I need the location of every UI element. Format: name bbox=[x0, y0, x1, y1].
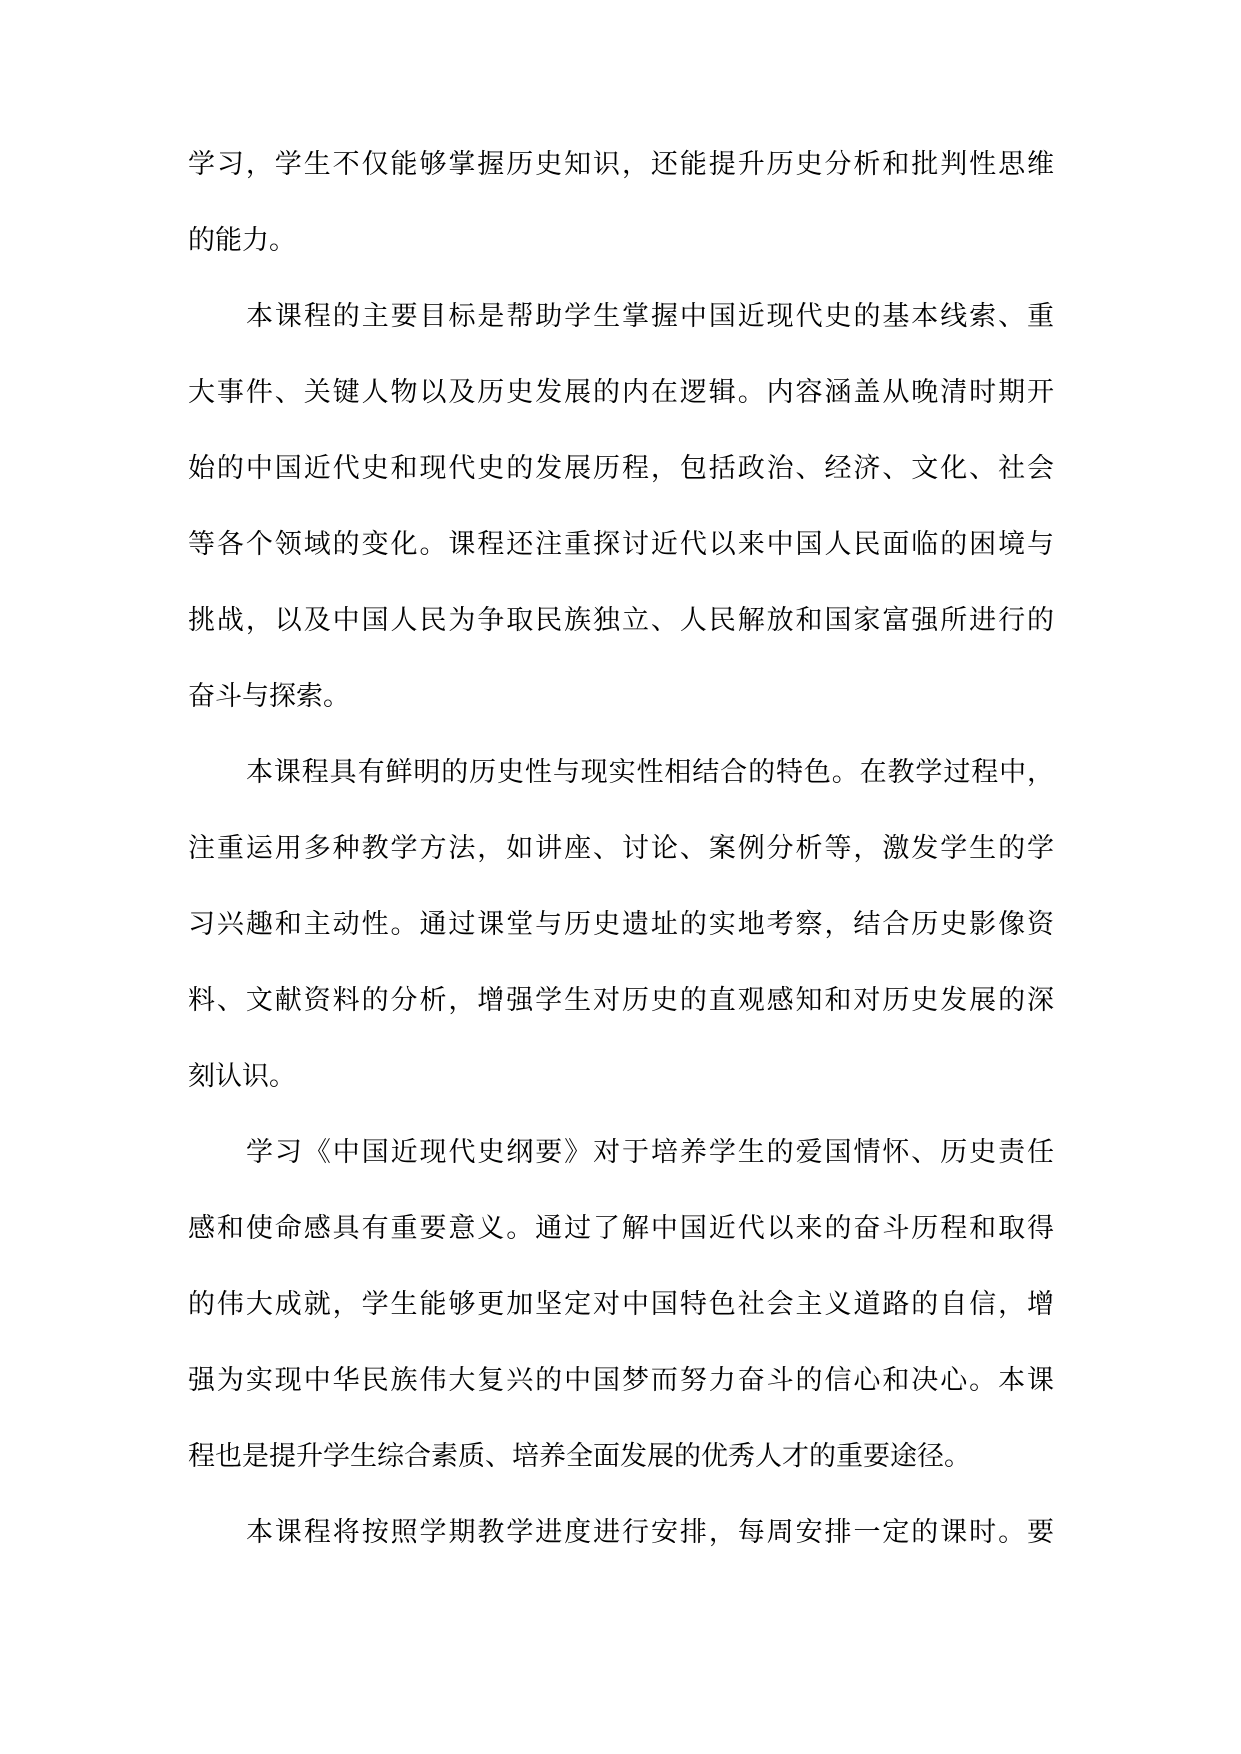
text-line: 等各个领域的变化。课程还注重探讨近代以来中国人民面临的困境与 bbox=[188, 529, 1054, 560]
text-line: 的伟大成就，学生能够更加坚定对中国特色社会主义道路的自信，增 bbox=[188, 1289, 1054, 1320]
text-line: 的能力。 bbox=[188, 225, 296, 256]
text-line: 本课程的主要目标是帮助学生掌握中国近现代史的基本线索、重 bbox=[246, 301, 1054, 332]
text-line: 始的中国近代史和现代史的发展历程，包括政治、经济、文化、社会 bbox=[188, 453, 1054, 484]
text-line: 学习《中国近现代史纲要》对于培养学生的爱国情怀、历史责任 bbox=[246, 1137, 1054, 1168]
text-line: 习兴趣和主动性。通过课堂与历史遗址的实地考察，结合历史影像资 bbox=[188, 909, 1054, 940]
text-line: 本课程具有鲜明的历史性与现实性相结合的特色。在教学过程中， bbox=[246, 757, 1054, 788]
text-line: 强为实现中华民族伟大复兴的中国梦而努力奋斗的信心和决心。本课 bbox=[188, 1365, 1054, 1396]
text-line: 料、文献资料的分析，增强学生对历史的直观感知和对历史发展的深 bbox=[188, 985, 1054, 1016]
text-line: 本课程将按照学期教学进度进行安排，每周安排一定的课时。要 bbox=[246, 1517, 1054, 1548]
text-line: 挑战，以及中国人民为争取民族独立、人民解放和国家富强所进行的 bbox=[188, 605, 1054, 636]
text-line: 奋斗与探索。 bbox=[188, 681, 350, 712]
text-line: 大事件、关键人物以及历史发展的内在逻辑。内容涵盖从晚清时期开 bbox=[188, 377, 1054, 408]
text-line: 注重运用多种教学方法，如讲座、讨论、案例分析等，激发学生的学 bbox=[188, 833, 1054, 864]
text-line: 刻认识。 bbox=[188, 1061, 296, 1092]
text-line: 程也是提升学生综合素质、培养全面发展的优秀人才的重要途径。 bbox=[188, 1441, 971, 1472]
text-line: 感和使命感具有重要意义。通过了解中国近代以来的奋斗历程和取得 bbox=[188, 1213, 1054, 1244]
text-line: 学习，学生不仅能够掌握历史知识，还能提升历史分析和批判性思维 bbox=[188, 149, 1054, 180]
document-body bbox=[188, 143, 1054, 1587]
